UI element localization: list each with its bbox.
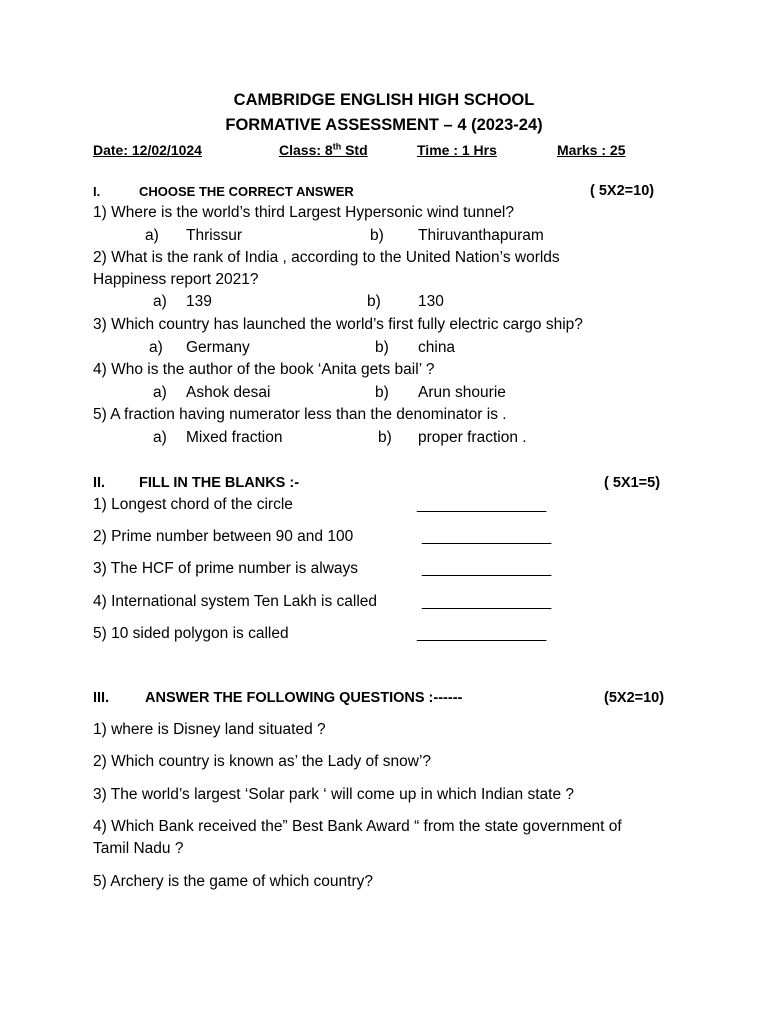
s2-blank-3: _______________ (422, 560, 552, 577)
assessment-title: FORMATIVE ASSESSMENT – 4 (2023-24) (225, 116, 543, 134)
s1-q1-option-b: Thiruvanthapuram (418, 227, 544, 244)
s1-q2-option-a-label: a) (153, 293, 167, 310)
section2-title: FILL IN THE BLANKS :- (139, 475, 300, 491)
s1-q2-option-b-label: b) (367, 293, 381, 310)
class-suffix: Std (341, 142, 368, 158)
s1-q3-option-b-label: b) (375, 339, 389, 356)
class-suffix-sup: th (332, 141, 342, 152)
s3-question-5: 5) Archery is the game of which country? (93, 873, 373, 890)
exam-marks: Marks : 25 (557, 142, 626, 158)
s2-item-3: 3) The HCF of prime number is always (93, 560, 359, 577)
s1-q4-option-b: Arun shourie (418, 384, 506, 401)
s1-q4-option-a-label: a) (153, 384, 167, 401)
s2-blank-4: _______________ (422, 593, 552, 610)
s2-blank-1: _______________ (417, 496, 547, 513)
school-name: CAMBRIDGE ENGLISH HIGH SCHOOL (233, 91, 535, 109)
s2-item-1: 1) Longest chord of the circle (93, 496, 293, 513)
section3-marks: (5X2=10) (604, 690, 665, 706)
s1-q5-option-b-label: b) (378, 429, 392, 446)
s1-question-5: 5) A fraction having numerator less than the denominator is . (93, 406, 507, 423)
s1-q3-option-a: Germany (186, 339, 250, 356)
exam-date: Date: 12/02/1024 (93, 142, 202, 158)
s1-question-2-cont: Happiness report 2021? (93, 271, 259, 288)
exam-class (279, 140, 368, 160)
s1-question-4: 4) Who is the author of the book ‘Anita gets bail’ ? (93, 361, 435, 378)
s1-q1-option-a: Thrissur (186, 227, 242, 244)
s3-question-4-cont: Tamil Nadu ? (93, 840, 184, 857)
exam-time: Time : 1 Hrs (417, 142, 497, 158)
s2-item-2: 2) Prime number between 90 and 100 (93, 528, 354, 545)
s1-q5-option-a: Mixed fraction (186, 429, 283, 446)
section3-title: ANSWER THE FOLLOWING QUESTIONS :------ (145, 690, 463, 706)
section1-title: CHOOSE THE CORRECT ANSWER (139, 184, 354, 199)
s1-question-3: 3) Which country has launched the world’s first fully electric cargo ship? (93, 316, 583, 333)
s1-q2-option-b: 130 (418, 293, 444, 310)
s3-question-2: 2) Which country is known as’ the Lady of snow’? (93, 753, 432, 770)
s3-question-1: 1) where is Disney land situated ? (93, 721, 326, 738)
section3-number: III. (93, 690, 110, 706)
s1-q3-option-a-label: a) (149, 339, 163, 356)
section1-number: I. (93, 184, 101, 199)
s3-question-3: 3) The world’s largest ‘Solar park ‘ will come up in which Indian state ? (93, 786, 575, 803)
s2-item-4: 4) International system Ten Lakh is called (93, 593, 378, 610)
s1-q2-option-a: 139 (186, 293, 212, 310)
section2-marks: ( 5X1=5) (604, 475, 661, 491)
s3-question-4: 4) Which Bank received the” Best Bank Award “ from the state government of (93, 818, 622, 835)
s1-q4-option-a: Ashok desai (186, 384, 271, 401)
s2-item-5: 5) 10 sided polygon is called (93, 625, 289, 642)
s1-q3-option-b: china (418, 339, 456, 356)
class-prefix: Class: 8 (279, 142, 333, 158)
s1-q1-option-b-label: b) (370, 227, 384, 244)
section2-number: II. (93, 475, 106, 491)
s2-blank-5: _______________ (417, 625, 547, 642)
s2-blank-2: _______________ (422, 528, 552, 545)
s1-q5-option-a-label: a) (153, 429, 167, 446)
s1-q4-option-b-label: b) (375, 384, 389, 401)
s1-q5-option-b: proper fraction . (418, 429, 527, 446)
section1-marks: ( 5X2=10) (590, 183, 655, 199)
s1-q1-option-a-label: a) (145, 227, 159, 244)
s1-question-2: 2) What is the rank of India , according to the United Nation’s worlds (93, 249, 560, 266)
s1-question-1: 1) Where is the world’s third Largest Hypersonic wind tunnel? (93, 204, 514, 221)
